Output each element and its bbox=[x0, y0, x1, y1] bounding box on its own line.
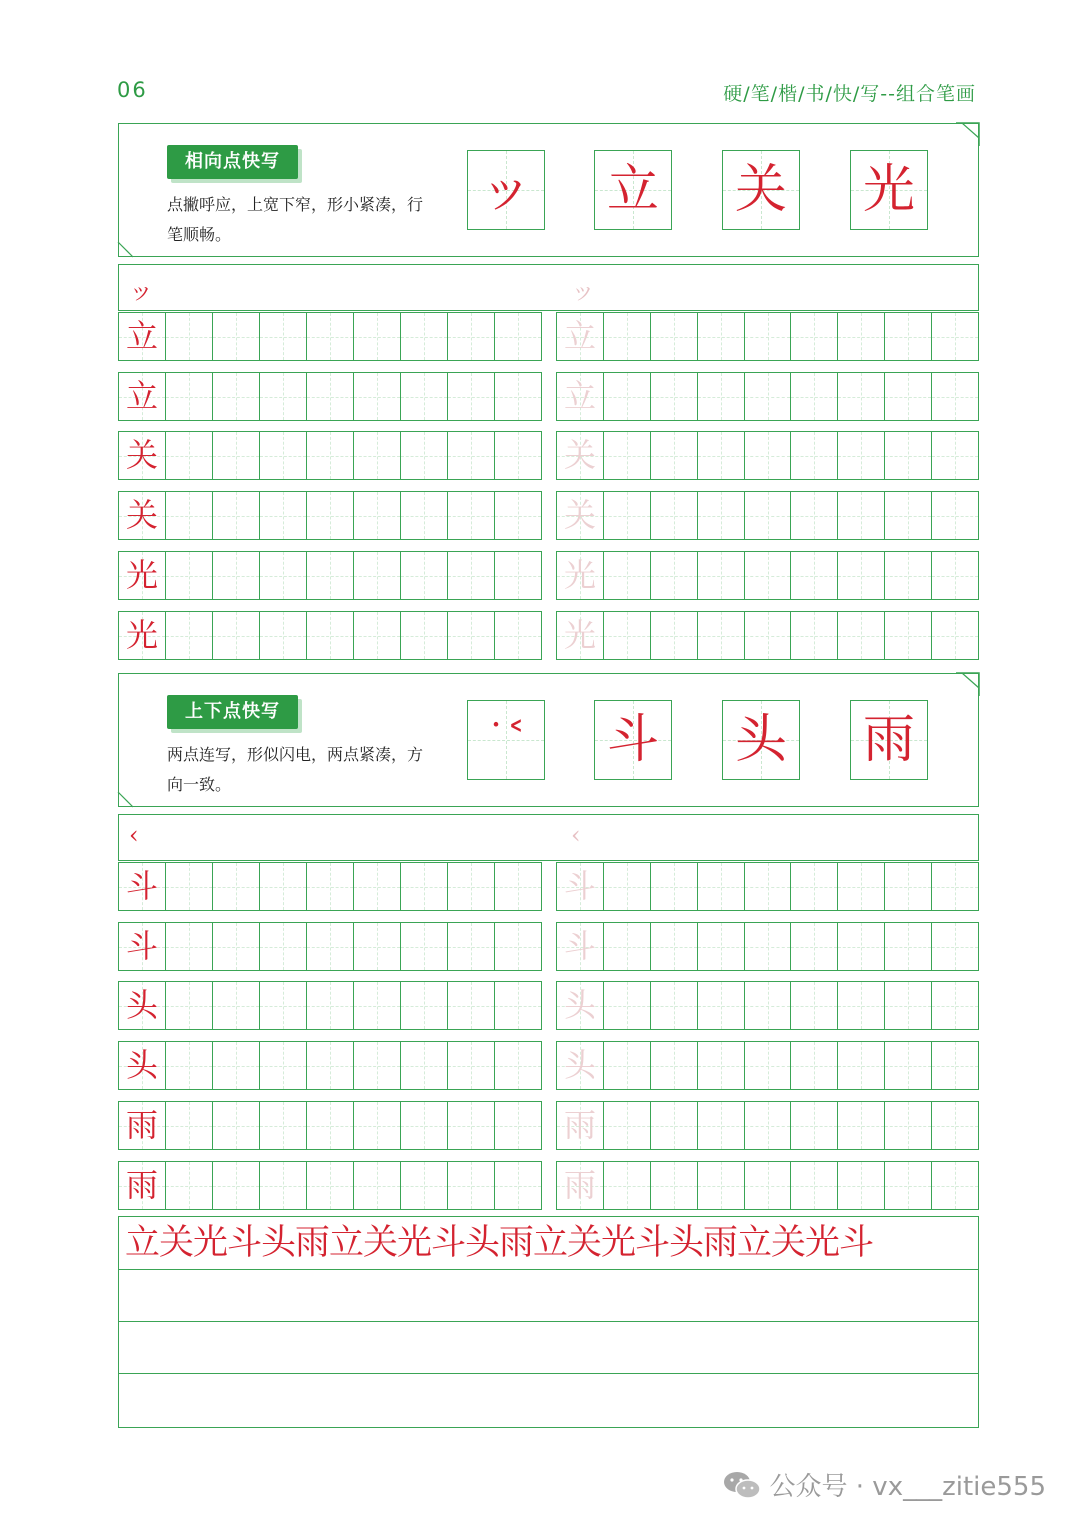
grid-cell[interactable] bbox=[744, 1042, 791, 1089]
grid-cell[interactable] bbox=[837, 1102, 884, 1149]
grid-cell[interactable] bbox=[259, 612, 306, 659]
grid-cell[interactable] bbox=[884, 432, 931, 479]
grid-cell[interactable] bbox=[837, 432, 884, 479]
grid-cell[interactable] bbox=[744, 313, 791, 360]
grid-cell[interactable] bbox=[400, 432, 447, 479]
sample-character: 光 bbox=[850, 150, 928, 230]
grid-cell[interactable] bbox=[165, 982, 212, 1029]
writing-grid-row bbox=[556, 491, 979, 540]
grid-cell[interactable] bbox=[259, 552, 306, 599]
grid-cell[interactable] bbox=[790, 1102, 837, 1149]
grid-cell[interactable] bbox=[494, 1102, 541, 1149]
grid-cell-model: 光 bbox=[119, 612, 165, 659]
grid-cell[interactable] bbox=[884, 313, 931, 360]
grid-cell[interactable] bbox=[697, 923, 744, 970]
grid-cell[interactable] bbox=[931, 373, 978, 420]
grid-cell[interactable] bbox=[650, 923, 697, 970]
sample-character: 雨 bbox=[850, 700, 928, 780]
writing-grid-row bbox=[118, 1101, 542, 1150]
grid-cell[interactable] bbox=[650, 552, 697, 599]
grid-cell-model: 雨 bbox=[119, 1162, 165, 1209]
grid-cell[interactable] bbox=[400, 492, 447, 539]
writing-grid-row bbox=[556, 611, 979, 660]
grid-cell[interactable] bbox=[603, 1162, 650, 1209]
section-header-2 bbox=[118, 673, 979, 807]
grid-cell[interactable] bbox=[447, 1102, 494, 1149]
grid-cell[interactable] bbox=[650, 432, 697, 479]
writing-grid-row bbox=[118, 491, 542, 540]
grid-cell-model: 光 bbox=[119, 552, 165, 599]
grid-cell[interactable] bbox=[165, 492, 212, 539]
running-title: 硬/笔/楷/书/快/写--组合笔画 bbox=[723, 83, 976, 105]
grid-cell-model: 光 bbox=[557, 552, 603, 599]
sample-character: ッ bbox=[467, 150, 545, 230]
grid-cell[interactable] bbox=[697, 492, 744, 539]
grid-cell[interactable] bbox=[884, 492, 931, 539]
grid-cell[interactable] bbox=[165, 373, 212, 420]
stroke-practice-row bbox=[118, 814, 979, 861]
grid-cell-model: 立 bbox=[119, 373, 165, 420]
grid-cell[interactable] bbox=[603, 492, 650, 539]
grid-cell[interactable] bbox=[697, 373, 744, 420]
grid-cell[interactable] bbox=[306, 432, 353, 479]
grid-cell[interactable] bbox=[165, 863, 212, 910]
grid-cell[interactable] bbox=[353, 492, 400, 539]
grid-cell[interactable] bbox=[744, 863, 791, 910]
grid-cell-model: 斗 bbox=[119, 863, 165, 910]
writing-grid-row bbox=[118, 372, 542, 421]
grid-cell[interactable] bbox=[744, 373, 791, 420]
grid-cell[interactable] bbox=[447, 492, 494, 539]
grid-cell[interactable] bbox=[790, 552, 837, 599]
grid-cell[interactable] bbox=[400, 612, 447, 659]
grid-cell[interactable] bbox=[931, 612, 978, 659]
grid-cell-model: 头 bbox=[557, 1042, 603, 1089]
grid-cell[interactable] bbox=[353, 1102, 400, 1149]
grid-cell[interactable] bbox=[744, 552, 791, 599]
grid-cell[interactable] bbox=[212, 313, 259, 360]
grid-cell[interactable] bbox=[494, 923, 541, 970]
grid-cell[interactable] bbox=[212, 1162, 259, 1209]
grid-cell[interactable] bbox=[212, 552, 259, 599]
grid-cell[interactable] bbox=[212, 492, 259, 539]
grid-cell[interactable] bbox=[744, 492, 791, 539]
grid-cell[interactable] bbox=[259, 1042, 306, 1089]
grid-cell[interactable] bbox=[400, 1162, 447, 1209]
writing-grid-row bbox=[118, 312, 542, 361]
grid-cell-model: 立 bbox=[557, 373, 603, 420]
grid-cell[interactable] bbox=[447, 612, 494, 659]
writing-grid-row bbox=[556, 1041, 979, 1090]
stroke-trace: ッ bbox=[571, 277, 595, 305]
sample-character: 斗 bbox=[594, 700, 672, 780]
grid-cell[interactable] bbox=[697, 1042, 744, 1089]
grid-cell[interactable] bbox=[306, 373, 353, 420]
practice-line[interactable] bbox=[119, 1321, 978, 1373]
grid-cell[interactable] bbox=[447, 432, 494, 479]
grid-cell[interactable] bbox=[165, 1162, 212, 1209]
grid-cell[interactable] bbox=[603, 432, 650, 479]
grid-cell[interactable] bbox=[306, 1042, 353, 1089]
grid-cell[interactable] bbox=[744, 923, 791, 970]
stroke-trace: ‹ bbox=[571, 821, 581, 849]
grid-cell[interactable] bbox=[212, 982, 259, 1029]
writing-grid-row bbox=[118, 431, 542, 480]
grid-cell-model: 斗 bbox=[557, 863, 603, 910]
corner-fold-icon bbox=[117, 238, 137, 258]
grid-cell[interactable] bbox=[447, 923, 494, 970]
grid-cell[interactable] bbox=[494, 612, 541, 659]
grid-cell[interactable] bbox=[744, 982, 791, 1029]
grid-cell[interactable] bbox=[259, 1102, 306, 1149]
grid-cell[interactable] bbox=[259, 1162, 306, 1209]
grid-cell[interactable] bbox=[697, 1102, 744, 1149]
grid-cell[interactable] bbox=[744, 432, 791, 479]
grid-cell-model: 立 bbox=[557, 313, 603, 360]
watermark bbox=[722, 1466, 1046, 1503]
grid-cell[interactable] bbox=[790, 492, 837, 539]
grid-cell[interactable] bbox=[790, 863, 837, 910]
grid-cell[interactable] bbox=[212, 1102, 259, 1149]
grid-cell[interactable] bbox=[259, 373, 306, 420]
grid-cell[interactable] bbox=[494, 492, 541, 539]
grid-cell[interactable] bbox=[790, 982, 837, 1029]
grid-cell[interactable] bbox=[837, 373, 884, 420]
grid-cell[interactable] bbox=[790, 612, 837, 659]
grid-cell[interactable] bbox=[494, 432, 541, 479]
writing-grid-row bbox=[118, 611, 542, 660]
grid-cell[interactable] bbox=[400, 313, 447, 360]
sample-character: ˙˂ bbox=[467, 700, 545, 780]
grid-cell[interactable] bbox=[447, 1162, 494, 1209]
grid-cell[interactable] bbox=[697, 313, 744, 360]
grid-cell[interactable] bbox=[400, 373, 447, 420]
grid-cell[interactable] bbox=[259, 432, 306, 479]
grid-cell[interactable] bbox=[306, 863, 353, 910]
grid-cell[interactable] bbox=[650, 373, 697, 420]
grid-cell-model: 头 bbox=[119, 1042, 165, 1089]
writing-grid-row bbox=[556, 1101, 979, 1150]
writing-grid-row bbox=[556, 1161, 979, 1210]
grid-cell[interactable] bbox=[603, 313, 650, 360]
grid-cell[interactable] bbox=[603, 552, 650, 599]
grid-cell[interactable] bbox=[603, 1042, 650, 1089]
free-practice-area bbox=[118, 1216, 979, 1428]
section-badge: 相向点快写 bbox=[167, 145, 298, 179]
grid-cell[interactable] bbox=[931, 492, 978, 539]
grid-cell[interactable] bbox=[353, 432, 400, 479]
grid-cell[interactable] bbox=[790, 432, 837, 479]
writing-grid-row bbox=[556, 981, 979, 1030]
grid-cell[interactable] bbox=[650, 313, 697, 360]
grid-cell-model: 光 bbox=[557, 612, 603, 659]
stroke-sample: ‹ bbox=[129, 821, 139, 849]
grid-cell[interactable] bbox=[931, 982, 978, 1029]
grid-cell-model: 雨 bbox=[557, 1102, 603, 1149]
grid-cell[interactable] bbox=[353, 313, 400, 360]
grid-cell[interactable] bbox=[212, 863, 259, 910]
grid-cell[interactable] bbox=[837, 1162, 884, 1209]
grid-cell[interactable] bbox=[931, 863, 978, 910]
writing-grid-row bbox=[118, 862, 542, 911]
section-description: 两点连写，形似闪电，两点紧凑，方向一致。 bbox=[167, 745, 424, 794]
grid-cell[interactable] bbox=[447, 313, 494, 360]
sample-character: 立 bbox=[594, 150, 672, 230]
grid-cell[interactable] bbox=[744, 612, 791, 659]
grid-cell-model: 关 bbox=[557, 432, 603, 479]
grid-cell[interactable] bbox=[165, 1102, 212, 1149]
grid-cell[interactable] bbox=[884, 1102, 931, 1149]
grid-cell[interactable] bbox=[931, 1102, 978, 1149]
grid-cell[interactable] bbox=[400, 552, 447, 599]
writing-grid-row bbox=[118, 922, 542, 971]
grid-cell[interactable] bbox=[790, 923, 837, 970]
grid-cell[interactable] bbox=[884, 982, 931, 1029]
grid-cell[interactable] bbox=[790, 313, 837, 360]
grid-cell[interactable] bbox=[494, 373, 541, 420]
grid-cell[interactable] bbox=[697, 1162, 744, 1209]
grid-cell[interactable] bbox=[165, 923, 212, 970]
grid-cell[interactable] bbox=[212, 1042, 259, 1089]
grid-cell[interactable] bbox=[447, 982, 494, 1029]
grid-cell-model: 头 bbox=[119, 982, 165, 1029]
grid-cell[interactable] bbox=[884, 612, 931, 659]
grid-cell-model: 关 bbox=[119, 432, 165, 479]
grid-cell[interactable] bbox=[884, 923, 931, 970]
grid-cell-model: 雨 bbox=[557, 1162, 603, 1209]
grid-cell-model: 关 bbox=[557, 492, 603, 539]
grid-cell[interactable] bbox=[931, 552, 978, 599]
grid-cell[interactable] bbox=[650, 612, 697, 659]
stroke-sample: ッ bbox=[129, 277, 153, 305]
writing-grid-row bbox=[556, 431, 979, 480]
grid-cell[interactable] bbox=[837, 612, 884, 659]
writing-grid-row bbox=[556, 312, 979, 361]
grid-cell[interactable] bbox=[494, 1162, 541, 1209]
grid-cell[interactable] bbox=[931, 1162, 978, 1209]
grid-cell[interactable] bbox=[306, 612, 353, 659]
grid-cell[interactable] bbox=[603, 1102, 650, 1149]
section-header-1 bbox=[118, 123, 979, 257]
grid-cell[interactable] bbox=[884, 373, 931, 420]
grid-cell[interactable] bbox=[165, 1042, 212, 1089]
grid-cell[interactable] bbox=[212, 373, 259, 420]
grid-cell-model: 斗 bbox=[557, 923, 603, 970]
grid-cell[interactable] bbox=[837, 923, 884, 970]
grid-cell[interactable] bbox=[259, 492, 306, 539]
grid-cell[interactable] bbox=[306, 313, 353, 360]
corner-fold-icon bbox=[956, 122, 980, 146]
grid-cell-model: 头 bbox=[557, 982, 603, 1029]
grid-cell[interactable] bbox=[494, 313, 541, 360]
grid-cell[interactable] bbox=[353, 1162, 400, 1209]
grid-cell[interactable] bbox=[400, 1102, 447, 1149]
grid-cell[interactable] bbox=[353, 982, 400, 1029]
corner-fold-icon bbox=[117, 788, 137, 808]
grid-cell[interactable] bbox=[494, 552, 541, 599]
grid-cell[interactable] bbox=[884, 552, 931, 599]
grid-cell[interactable] bbox=[837, 313, 884, 360]
grid-cell[interactable] bbox=[306, 923, 353, 970]
grid-cell[interactable] bbox=[306, 982, 353, 1029]
grid-cell[interactable] bbox=[884, 1042, 931, 1089]
wechat-icon bbox=[722, 1470, 762, 1500]
grid-cell[interactable] bbox=[837, 492, 884, 539]
writing-grid-row bbox=[556, 372, 979, 421]
grid-cell[interactable] bbox=[931, 1042, 978, 1089]
grid-cell[interactable] bbox=[494, 982, 541, 1029]
grid-cell[interactable] bbox=[697, 552, 744, 599]
grid-cell[interactable] bbox=[744, 1162, 791, 1209]
grid-cell[interactable] bbox=[353, 612, 400, 659]
grid-cell[interactable] bbox=[837, 552, 884, 599]
grid-cell[interactable] bbox=[697, 612, 744, 659]
writing-grid-row bbox=[118, 551, 542, 600]
grid-cell-model: 雨 bbox=[119, 1102, 165, 1149]
grid-cell[interactable] bbox=[931, 313, 978, 360]
grid-cell[interactable] bbox=[790, 1042, 837, 1089]
grid-cell[interactable] bbox=[697, 863, 744, 910]
grid-cell[interactable] bbox=[400, 863, 447, 910]
stroke-practice-row bbox=[118, 264, 979, 311]
grid-cell[interactable] bbox=[447, 1042, 494, 1089]
grid-cell[interactable] bbox=[212, 612, 259, 659]
grid-cell[interactable] bbox=[353, 1042, 400, 1089]
writing-grid-row bbox=[556, 922, 979, 971]
grid-cell[interactable] bbox=[931, 432, 978, 479]
grid-cell-model: 关 bbox=[119, 492, 165, 539]
grid-cell[interactable] bbox=[744, 1102, 791, 1149]
grid-cell[interactable] bbox=[603, 373, 650, 420]
grid-cell[interactable] bbox=[165, 432, 212, 479]
grid-cell[interactable] bbox=[165, 313, 212, 360]
grid-cell[interactable] bbox=[400, 982, 447, 1029]
sample-character: 头 bbox=[722, 700, 800, 780]
sample-character: 关 bbox=[722, 150, 800, 230]
writing-grid-row bbox=[118, 1041, 542, 1090]
grid-cell[interactable] bbox=[650, 492, 697, 539]
grid-cell[interactable] bbox=[494, 863, 541, 910]
grid-cell[interactable] bbox=[650, 1162, 697, 1209]
grid-cell[interactable] bbox=[603, 923, 650, 970]
grid-cell[interactable] bbox=[494, 1042, 541, 1089]
grid-cell[interactable] bbox=[447, 552, 494, 599]
writing-grid-row bbox=[118, 981, 542, 1030]
grid-cell[interactable] bbox=[165, 552, 212, 599]
grid-cell-model: 斗 bbox=[119, 923, 165, 970]
grid-cell[interactable] bbox=[931, 923, 978, 970]
grid-cell[interactable] bbox=[306, 552, 353, 599]
grid-cell[interactable] bbox=[353, 373, 400, 420]
grid-cell[interactable] bbox=[603, 863, 650, 910]
section-description: 点撇呼应，上宽下窄，形小紧凑，行笔顺畅。 bbox=[167, 195, 424, 244]
grid-cell[interactable] bbox=[259, 863, 306, 910]
grid-cell[interactable] bbox=[306, 1102, 353, 1149]
grid-cell[interactable] bbox=[212, 923, 259, 970]
grid-cell[interactable] bbox=[306, 492, 353, 539]
writing-grid-row bbox=[118, 1161, 542, 1210]
grid-cell[interactable] bbox=[837, 863, 884, 910]
grid-cell[interactable] bbox=[837, 1042, 884, 1089]
writing-grid-row bbox=[556, 551, 979, 600]
grid-cell[interactable] bbox=[306, 1162, 353, 1209]
grid-cell[interactable] bbox=[884, 1162, 931, 1209]
grid-cell[interactable] bbox=[650, 863, 697, 910]
grid-cell[interactable] bbox=[259, 982, 306, 1029]
grid-cell[interactable] bbox=[447, 863, 494, 910]
page-number: 06 bbox=[117, 78, 148, 102]
grid-cell[interactable] bbox=[697, 982, 744, 1029]
grid-cell[interactable] bbox=[259, 923, 306, 970]
practice-line[interactable] bbox=[119, 1269, 978, 1321]
grid-cell[interactable] bbox=[259, 313, 306, 360]
grid-cell[interactable] bbox=[603, 612, 650, 659]
grid-cell-model: 立 bbox=[119, 313, 165, 360]
grid-cell[interactable] bbox=[697, 432, 744, 479]
writing-grid-row bbox=[556, 862, 979, 911]
grid-cell[interactable] bbox=[884, 863, 931, 910]
grid-cell[interactable] bbox=[837, 982, 884, 1029]
grid-cell[interactable] bbox=[790, 1162, 837, 1209]
grid-cell[interactable] bbox=[650, 982, 697, 1029]
grid-cell[interactable] bbox=[400, 923, 447, 970]
practice-line[interactable] bbox=[119, 1373, 978, 1425]
corner-fold-icon bbox=[956, 672, 980, 696]
grid-cell[interactable] bbox=[353, 552, 400, 599]
grid-cell[interactable] bbox=[650, 1042, 697, 1089]
grid-cell[interactable] bbox=[603, 982, 650, 1029]
grid-cell[interactable] bbox=[650, 1102, 697, 1149]
grid-cell[interactable] bbox=[790, 373, 837, 420]
grid-cell[interactable] bbox=[212, 432, 259, 479]
practice-line-sample: 立关光斗头雨立关光斗头雨立关光斗头雨立关光斗 bbox=[125, 1223, 874, 1263]
watermark-text: 公众号 · vx___zitie555 bbox=[769, 1472, 1046, 1502]
grid-cell[interactable] bbox=[353, 863, 400, 910]
grid-cell[interactable] bbox=[165, 612, 212, 659]
section-badge: 上下点快写 bbox=[167, 695, 298, 729]
grid-cell[interactable] bbox=[400, 1042, 447, 1089]
grid-cell[interactable] bbox=[353, 923, 400, 970]
grid-cell[interactable] bbox=[447, 373, 494, 420]
